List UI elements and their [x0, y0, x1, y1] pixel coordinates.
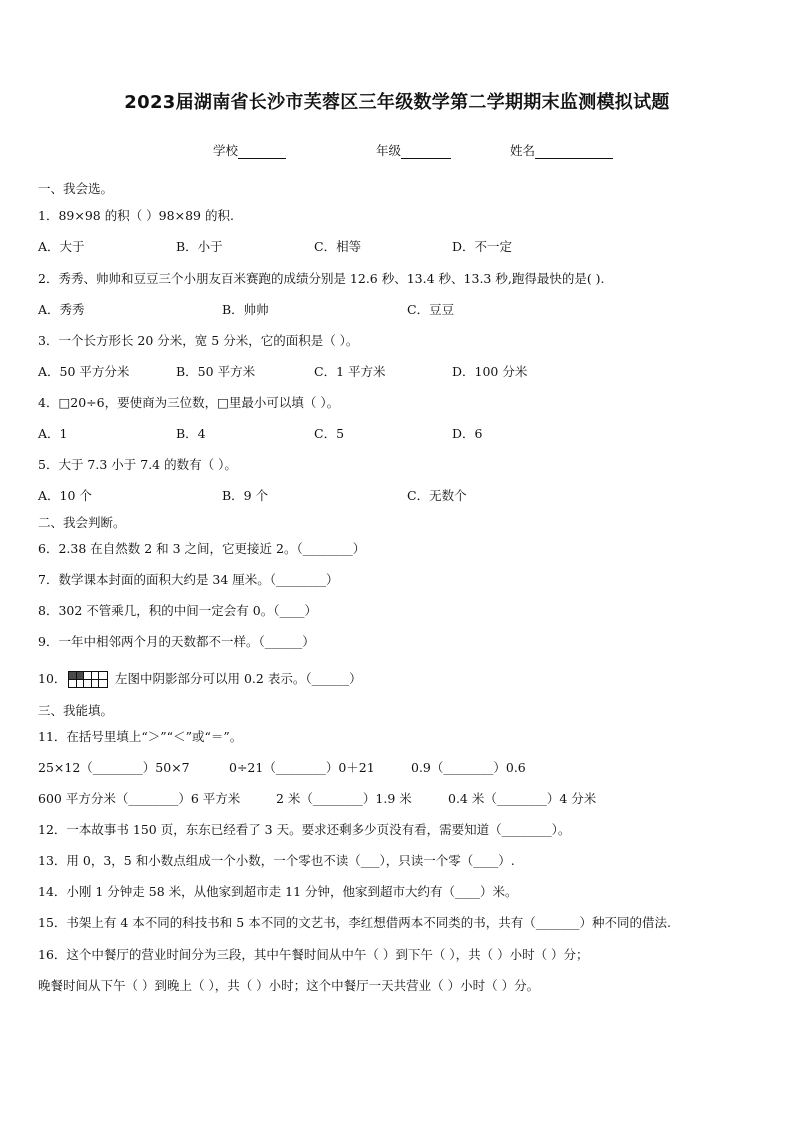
grid-cell [84, 680, 92, 688]
q2-option-a[interactable]: A．秀秀 [38, 302, 85, 317]
question-16-line-2[interactable]: 晚餐时间从下午（ ）到晚上（ ），共（ ）小时；这个中餐厅一天共营业（ ）小时（ ）分。 [38, 978, 540, 993]
q11-item-1[interactable]: 25×12（________）50×7 [38, 760, 190, 775]
name-field[interactable] [510, 141, 613, 159]
school-label: 学校 [213, 143, 239, 158]
q3-option-a[interactable]: A．50 平方分米 [38, 364, 130, 379]
question-10[interactable]: 左图中阴影部分可以用 0.2 表示。（______） [115, 671, 362, 686]
section-heading-choose: 一、我会选。 [38, 181, 114, 196]
question-1: 1．89×98 的积（ ）98×89 的积. [38, 208, 234, 223]
name-label: 姓名 [510, 143, 536, 158]
q4-option-c[interactable]: C．5 [314, 426, 345, 441]
grid-cell-shaded [77, 672, 85, 680]
question-4: 4．□20÷6，要使商为三位数，□里最小可以填（ ）。 [38, 395, 340, 410]
q4-option-a[interactable]: A．1 [38, 426, 68, 441]
question-12[interactable]: 12．一本故事书 150 页，东东已经看了 3 天。要求还剩多少页没有看，需要知道（________）。 [38, 822, 571, 837]
question-13[interactable]: 13．用 0，3，5 和小数点组成一个小数，一个零也不读（___），只读一个零（____）. [38, 853, 515, 868]
question-14[interactable]: 14．小刚 1 分钟走 58 米，从他家到超市走 11 分钟，他家到超市大约有（____）米。 [38, 884, 518, 899]
question-2: 2．秀秀、帅帅和豆豆三个小朋友百米赛跑的成绩分别是 12.6 秒、13.4 秒、13.3 秒,跑得最快的是( ). [38, 271, 605, 286]
grid-cell [69, 680, 77, 688]
grade-label: 年级 [376, 143, 402, 158]
q2-option-b[interactable]: B．帅帅 [222, 302, 269, 317]
grid-cell [92, 680, 100, 688]
question-5: 5．大于 7.3 小于 7.4 的数有（ ）。 [38, 457, 237, 472]
q4-option-b[interactable]: B．4 [176, 426, 206, 441]
q4-option-d[interactable]: D．6 [452, 426, 483, 441]
q1-option-d[interactable]: D．不一定 [452, 239, 513, 254]
question-8[interactable]: 8．302 不管乘几，积的中间一定会有 0。（____） [38, 603, 317, 618]
student-info-row [0, 141, 794, 159]
question-10-number: 10． [38, 671, 67, 686]
question-11: 11．在括号里填上“＞”“＜”或“＝”。 [38, 729, 243, 744]
q1-option-a[interactable]: A．大于 [38, 239, 85, 254]
question-7[interactable]: 7．数学课本封面的面积大约是 34 厘米。（________） [38, 572, 339, 587]
grid-cell [99, 680, 107, 688]
q5-option-b[interactable]: B．9 个 [222, 488, 269, 503]
section-heading-fill: 三、我能填。 [38, 703, 114, 718]
q5-option-c[interactable]: C．无数个 [407, 488, 467, 503]
shaded-grid-figure [68, 671, 108, 688]
page-title: 2023届湖南省长沙市芙蓉区三年级数学第二学期期末监测模拟试题 [124, 92, 670, 113]
q11-item-3[interactable]: 0.9（________）0.6 [411, 760, 526, 775]
section-heading-judge: 二、我会判断。 [38, 515, 126, 530]
question-16-line-1[interactable]: 16．这个中餐厅的营业时间分为三段，其中午餐时间从中午（ ）到下午（ ），共（ ）小时（ ）分； [38, 947, 589, 962]
question-9[interactable]: 9．一年中相邻两个月的天数都不一样。（______） [38, 634, 315, 649]
q3-option-b[interactable]: B．50 平方米 [176, 364, 256, 379]
grid-cell [99, 672, 107, 680]
grid-cell [92, 672, 100, 680]
q3-option-d[interactable]: D．100 分米 [452, 364, 528, 379]
q11-item-2[interactable]: 0÷21（________）0＋21 [229, 760, 375, 775]
q11-item-5[interactable]: 2 米（________）1.9 米 [276, 791, 412, 806]
grade-field[interactable] [376, 141, 451, 159]
question-15[interactable]: 15．书架上有 4 本不同的科技书和 5 本不同的文艺书，李红想借两本不同类的书，共有（_______）种不同的借法. [38, 915, 671, 930]
q3-option-c[interactable]: C．1 平方米 [314, 364, 386, 379]
q5-option-a[interactable]: A．10 个 [38, 488, 92, 503]
q1-option-c[interactable]: C．相等 [314, 239, 362, 254]
grid-cell [77, 680, 85, 688]
question-3: 3．一个长方形长 20 分米，宽 5 分米，它的面积是（ ）。 [38, 333, 359, 348]
school-field[interactable] [213, 141, 286, 159]
grid-cell-shaded [69, 672, 77, 680]
q11-item-6[interactable]: 0.4 米（________）4 分米 [448, 791, 597, 806]
question-6[interactable]: 6．2.38 在自然数 2 和 3 之间，它更接近 2。（________） [38, 541, 366, 556]
q2-option-c[interactable]: C．豆豆 [407, 302, 455, 317]
q11-item-4[interactable]: 600 平方分米（________）6 平方米 [38, 791, 241, 806]
grid-cell [84, 672, 92, 680]
q1-option-b[interactable]: B．小于 [176, 239, 223, 254]
